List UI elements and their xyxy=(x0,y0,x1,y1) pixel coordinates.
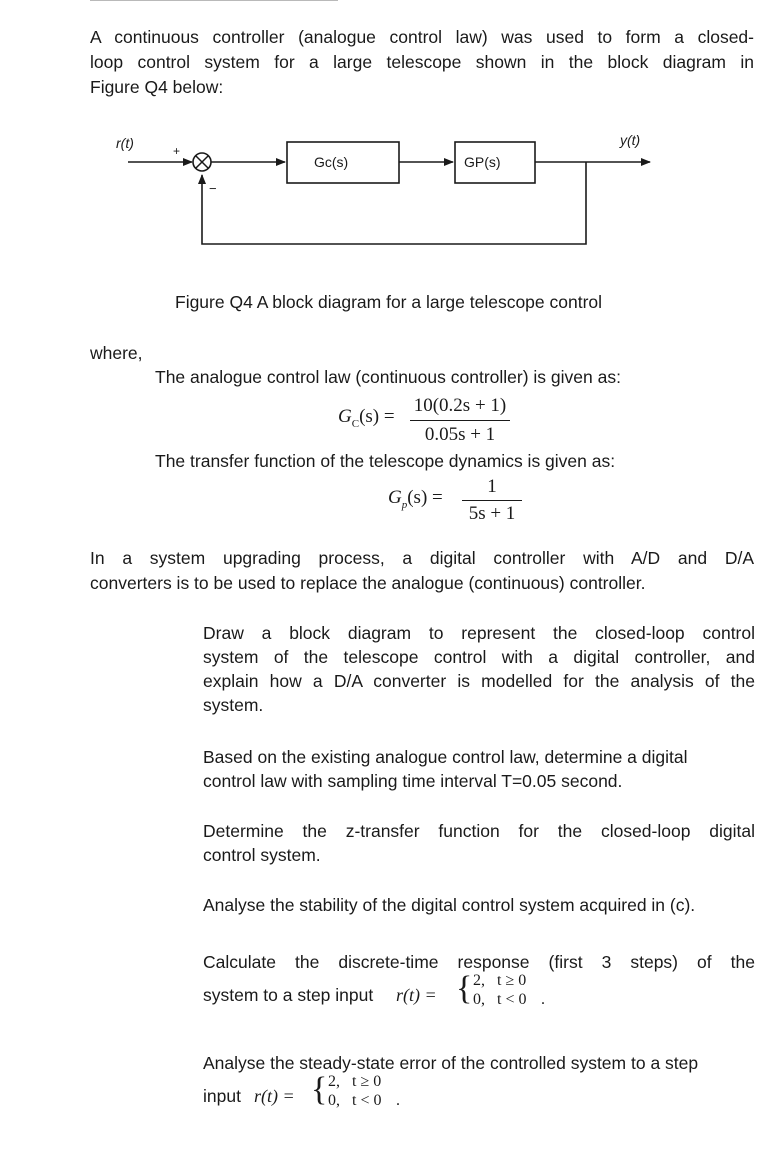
question-e-prefix: system to a step input xyxy=(203,985,374,1005)
plant-eq-sub: p xyxy=(401,498,408,511)
question-f-r-expr: r(t) = xyxy=(254,1086,295,1106)
question-e-suffix: . xyxy=(541,991,545,1008)
plant-intro: The transfer function of the telescope dynamics is given as: xyxy=(155,451,616,471)
question-line: explain how a D/A converter is modelled for the analysis of the xyxy=(203,671,755,691)
upgrade-line: In a system upgrading process, a digital controller with A/D and D/A xyxy=(90,548,754,568)
question-f-case1: 2, t ≥ 0 xyxy=(328,1073,382,1090)
question-e-case2: 0, t < 0 xyxy=(473,991,527,1008)
controller-intro: The analogue control law (continuous controller) is given as: xyxy=(155,367,621,387)
plant-eq-arg: (s) = xyxy=(407,487,443,508)
intro-line: A continuous controller (analogue control law) was used to form a closed- xyxy=(90,27,754,47)
question-e xyxy=(203,950,755,1016)
plant-eq-denominator: 5s + 1 xyxy=(468,503,516,524)
question-line: control law with sampling time interval T=0.05 second. xyxy=(203,771,623,791)
question-line: Determine the z-transfer function for the closed-loop digital xyxy=(203,821,755,841)
question-line: system. xyxy=(203,695,264,715)
controller-eq-fraction-bar xyxy=(410,420,510,421)
minus-sign: − xyxy=(209,181,217,196)
block-diagram xyxy=(0,0,781,260)
question-line: system of the telescope control with a digital controller, and xyxy=(203,647,755,667)
plant-eq-fraction-bar xyxy=(462,500,522,501)
plant-block-label: GP(s) xyxy=(464,154,501,170)
question-f xyxy=(203,1051,755,1117)
question-line: Draw a block diagram to represent the closed-loop control xyxy=(203,623,755,643)
plant-eq-numerator: 1 xyxy=(487,476,497,497)
question-e-brace: { xyxy=(456,970,473,1007)
controller-block-label: Gc(s) xyxy=(314,154,349,170)
controller-eq-numerator: 10(0.2s + 1) xyxy=(413,395,507,416)
question-line: Based on the existing analogue control law, determine a digital xyxy=(203,747,688,767)
controller-eq-g: G xyxy=(338,406,352,427)
controller-equation xyxy=(338,395,538,448)
intro-line: Figure Q4 below: xyxy=(90,77,224,97)
question-line: Calculate the discrete-time response (first 3 steps) of the xyxy=(203,952,755,972)
output-label: y(t) xyxy=(620,132,641,148)
summing-junction xyxy=(193,153,211,171)
input-label: r(t) xyxy=(116,135,134,151)
controller-eq-sub: C xyxy=(351,417,360,430)
figure-caption: Figure Q4 A block diagram for a large telescope control xyxy=(175,292,603,312)
question-line: control system. xyxy=(203,845,321,865)
where-label: where, xyxy=(90,343,143,363)
question-d xyxy=(203,893,755,917)
question-f-prefix: input xyxy=(203,1086,241,1106)
controller-eq-denominator: 0.05s + 1 xyxy=(424,424,496,445)
question-e-r-expr: r(t) = xyxy=(396,985,437,1005)
upgrade-line: converters is to be used to replace the analogue (continuous) controller. xyxy=(90,573,646,593)
question-line: Analyse the stability of the digital control system acquired in (c). xyxy=(203,895,696,915)
plant-equation xyxy=(388,476,538,526)
question-a xyxy=(203,621,755,717)
question-e-case1: 2, t ≥ 0 xyxy=(473,972,527,989)
question-f-case2: 0, t < 0 xyxy=(328,1092,382,1109)
question-line: Analyse the steady-state error of the controlled system to a step xyxy=(203,1053,699,1073)
question-c xyxy=(203,819,755,867)
plant-eq-g: G xyxy=(388,487,402,508)
upgrade-paragraph xyxy=(90,546,754,596)
intro-line: loop control system for a large telescope shown in the block diagram in xyxy=(90,52,754,72)
question-b xyxy=(203,745,755,793)
question-f-brace: { xyxy=(311,1071,328,1108)
question-f-suffix: . xyxy=(396,1092,400,1109)
controller-eq-arg: (s) = xyxy=(359,406,395,427)
plus-sign: + xyxy=(173,144,181,158)
